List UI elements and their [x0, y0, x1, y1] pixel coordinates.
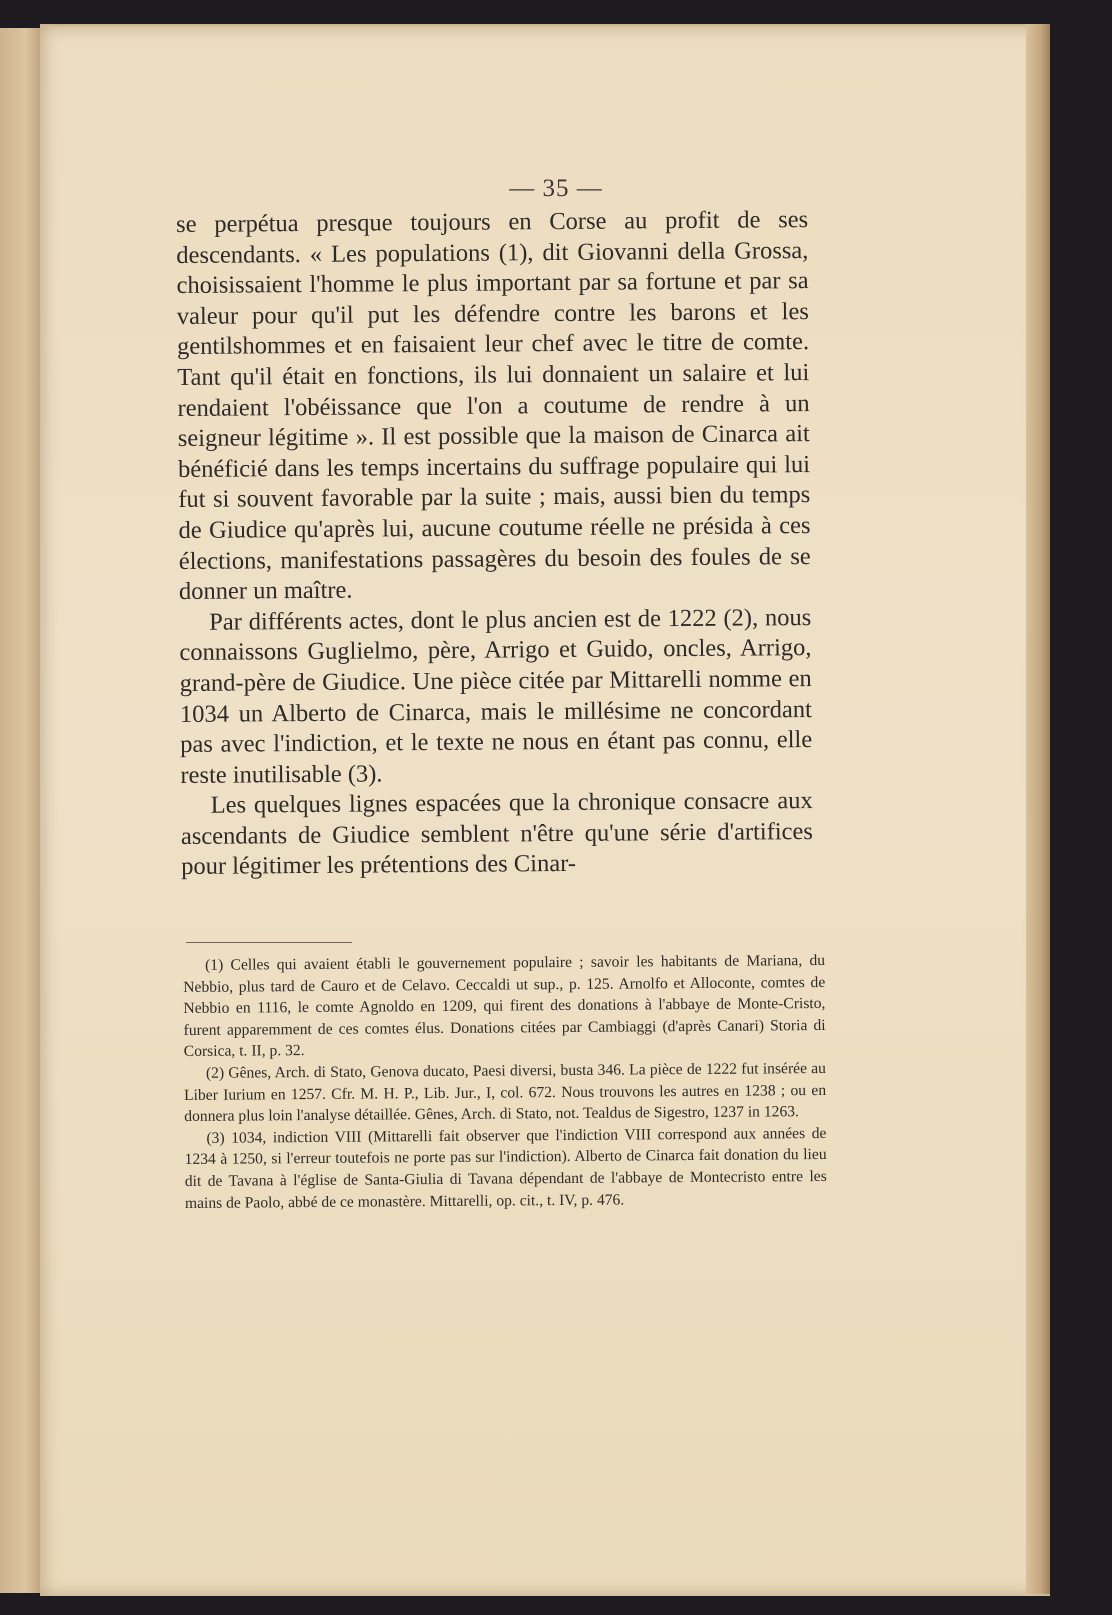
footnotes — [183, 950, 827, 1214]
footnote-separator — [186, 942, 352, 943]
paragraph: se perpétua presque toujours en Corse au profit de ses descendants. « Les populations (1), dit Giovanni della Grossa, choisissaient l'homme le plus important par sa fortune et par sa valeur pour qu'il put les défendre contre les barons et les gentilshommes et en faisaient leur chef avec le titre de comte. Tant qu'il était en fonctions, ils lui donnaient un salaire et lui rendaient l'obéissance que l'on a coutume de rendre à un seigneur légitime ». Il est possible que la maison de Cinarca ait bénéficié dans les temps incertains du suffrage populaire qui lui fut si souvent favorable par la suite ; mais, aussi bien du temps de Giudice qu'après lui, aucune coutume réelle ne présida à ces élections, manifestations passagères du besoin des foules de se donner un maître. — [176, 206, 811, 606]
paragraph: Par différents actes, dont le plus ancien est de 1222 (2), nous connaissons Guglielmo, père, Arrigo et Guido, oncles, Arrigo, grand-père de Giudice. Une pièce citée par Mittarelli nomme en 1034 un Alberto de Cinarca, mais le millésime ne concordant pas avec l'indiction, et le texte ne nous en étant pas connu, elle reste inutilisable (3). — [179, 603, 813, 789]
footnote-3: (3) 1034, indiction VIII (Mittarelli fait observer que l'indiction VIII correspond aux années de 1234 à 1250, si l'erreur toutefois ne porte pas sur l'indiction). Alberto de Cinarca fait donation du lieu dit de Tavana à l'église de Santa-Giulia di Tavana dépendant de l'abbaye de Montecristo entre les mains de Paolo, abbé de ce monastère. Mittarelli, op. cit., t. IV, p. 476. — [184, 1124, 827, 1212]
paragraph: Les quelques lignes espacées que la chronique consacre aux ascendants de Giudice semblent n'être qu'une série d'artifices pour légitimer les prétentions des Cinar- — [180, 787, 814, 881]
footnote-1: (1) Celles qui avaient établi le gouvernement populaire ; savoir les habitants de Mariana, du Nebbio, plus tard de Cauro et de Celavo. Ceccaldi ut sup., p. 125. Arnolfo et Alloconte, comtes de Nebbio en 1116, le comte Agnoldo en 1209, qui firent des donations à l'abbaye de Monte-Cristo, furent apparemment de ces comtes élus. Donations citées par Cambiaggi (d'après Canari) Storia di Corsica, t. II, p. 32. — [183, 951, 826, 1061]
main-text — [176, 205, 813, 883]
page-right-edge — [1026, 24, 1050, 1594]
footnote-2: (2) Gênes, Arch. di Stato, Genova ducato, Paesi diversi, busta 346. La pièce de 1222 fut insérée au Liber Iurium en 1257. Cfr. M. H. P., Lib. Jur., I, col. 672. Nous trouvons les autres en 1238 ; ou en donnera plus loin l'analyse détaillée. Gênes, Arch. di Stato, not. Tealdus de Sigestro, 1237 in 1263. — [184, 1059, 827, 1126]
page-number: — 35 — — [509, 175, 603, 202]
